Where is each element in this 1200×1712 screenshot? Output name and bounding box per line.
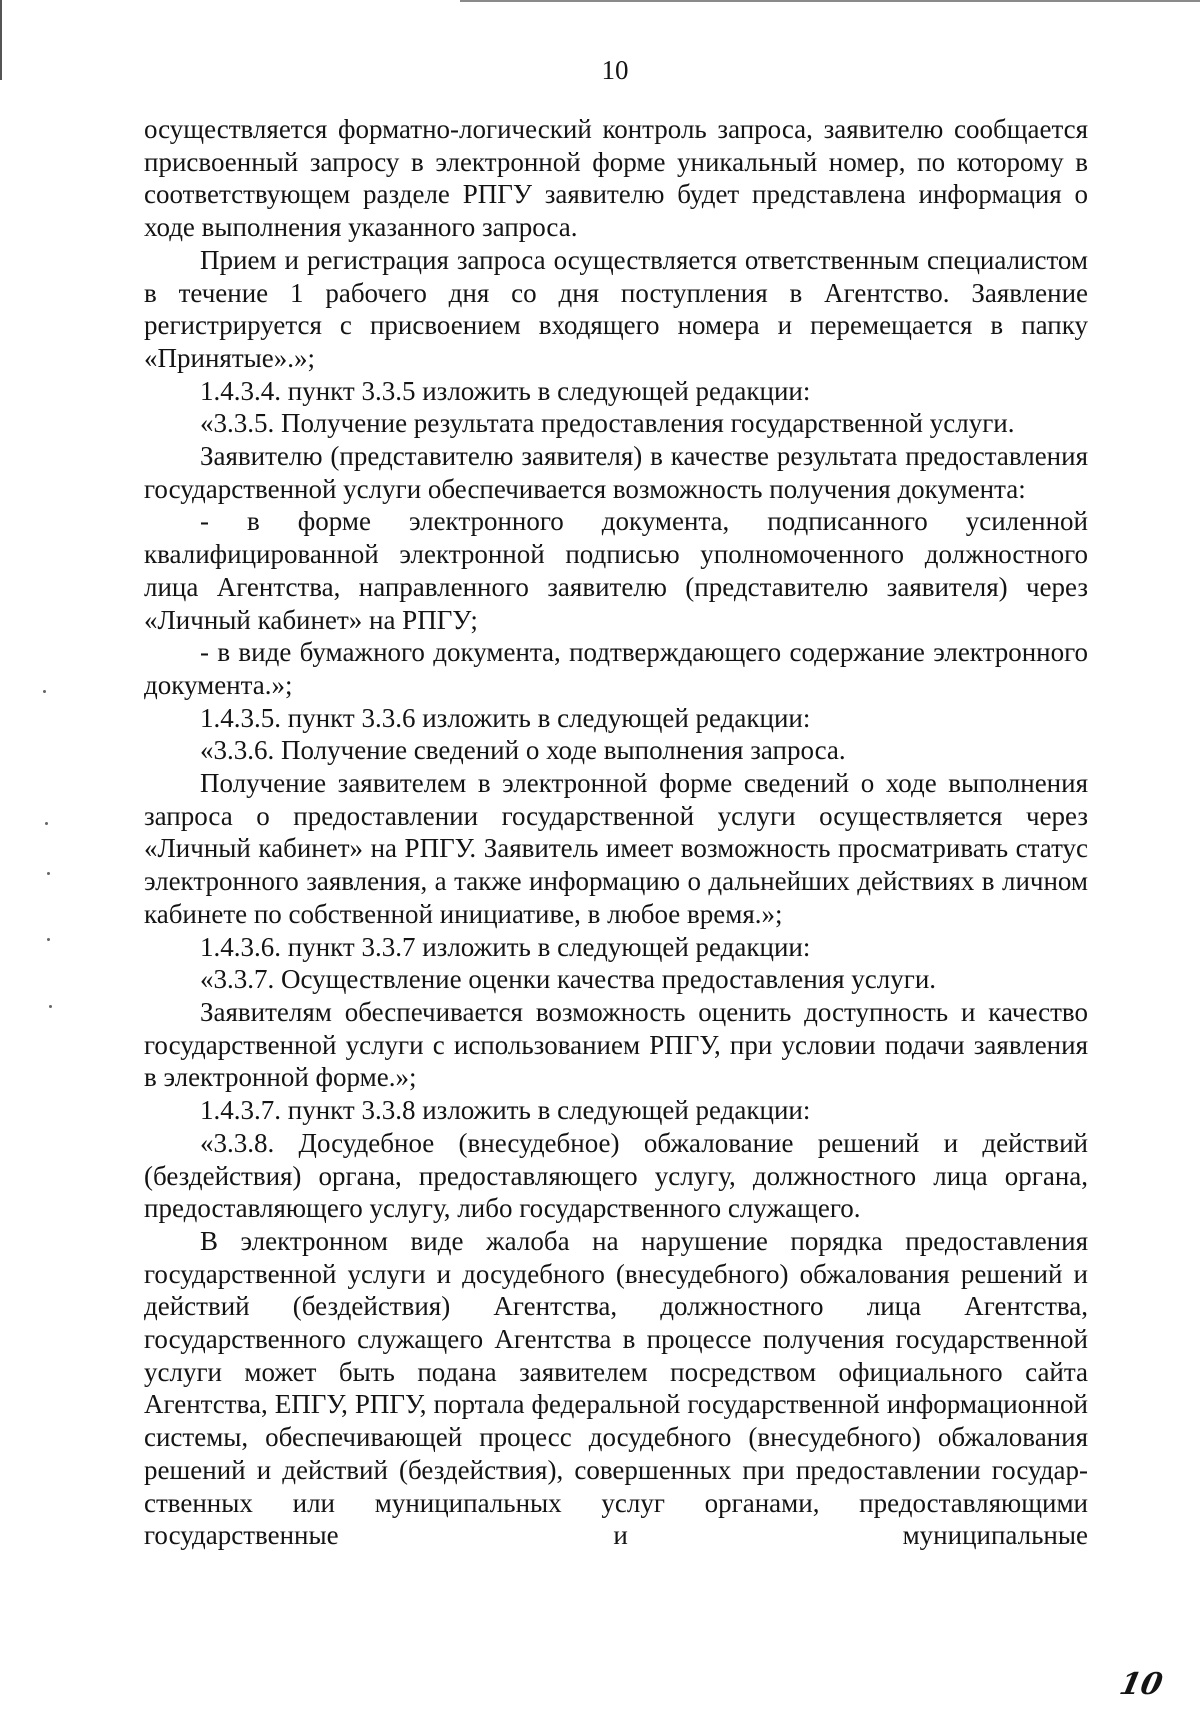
paragraph: - в виде бумажного документа, подтверждающего содержание электронного документа.»; (144, 637, 1088, 700)
paragraph: осуществляется форматно-логический контроль запроса, заявителю сообщается присвоенный запросу в электронной форме уникальный номер, по которому в соответствующем разделе РПГУ заявителю будет представлена информация о ходе выполнения указанного запроса. (144, 114, 1088, 243)
scan-speck (47, 938, 50, 941)
document-body (144, 113, 1088, 1552)
paragraph: Заявителю (представителю заявителя) в качестве результата предоставления государственной услуги обеспечивается возможность получения документа: (144, 441, 1088, 504)
paragraph: «3.3.8. Досудебное (внесудебное) обжалование решений и действий (бездействия) органа, предоставляющего услугу, должностного лица органа, предоставляющего услугу, либо государственного служащего. (144, 1127, 1088, 1224)
paragraph: 1.4.3.6. пункт 3.3.7 изложить в следующей редакции: (200, 931, 811, 962)
scan-top-line (460, 0, 1200, 2)
handwritten-page-number: 10 (1116, 1667, 1166, 1702)
paragraph: Заявителям обеспечивается возможность оценить доступность и качество государственной услуги с использованием РПГУ, при условии подачи заявления в электронной форме.»; (144, 996, 1088, 1093)
scan-speck (49, 1005, 52, 1008)
paragraph: «3.3.6. Получение сведений о ходе выполнения запроса. (200, 735, 846, 766)
scan-speck (45, 822, 48, 825)
scan-speck (43, 690, 46, 693)
page-number: 10 (601, 55, 629, 85)
paragraph: «3.3.7. Осуществление оценки качества предоставления услуги. (200, 964, 937, 995)
scan-speck (47, 872, 50, 875)
paragraph: 1.4.3.7. пункт 3.3.8 изложить в следующей редакции: (200, 1095, 811, 1126)
paragraph: - в форме электронного документа, подписанного усиленной квалифицированной электронной подписью уполномоченного должностного лица Агентства, направленного заявителю (представителю заявителя) через «Личный кабинет» на РПГУ; (144, 506, 1088, 635)
paragraph: «3.3.5. Получение результата предоставления государственной услуги. (200, 408, 1015, 439)
paragraph: 1.4.3.4. пункт 3.3.5 изложить в следующей редакции: (200, 375, 811, 406)
paragraph: В электронном виде жалоба на нарушение порядка предоставления государственной услуги и досудебного (внесудебного) обжалования решений и действий (бездействия) Агентства, должностного лица Агентства, государственного служащего Агентства в процессе получения государственной услуги может быть подана заявителем посредством официального сайта Агентства, ЕПГУ, РПГУ, портала федеральной государственной информационной системы, обеспечивающей процесс досудебного (внесудебного) обжалования решений и действий (бездействия), совершенных при предоставлении государ-ственных или муниципальных услуг органами, предоставляющими государственные и муниципальные (144, 1225, 1088, 1551)
paragraph: Получение заявителем в электронной форме сведений о ходе выполнения запроса о предоставлении государственной услуги осуществляется через «Личный кабинет» на РПГУ. Заявитель имеет возможность просматривать статус электронного заявления, а также информацию о дальнейших действиях в личном кабинете по собственной инициативе, в любое время.»; (144, 768, 1088, 929)
paragraph: Прием и регистрация запроса осуществляется ответственным специалистом в течение 1 рабочего дня со дня поступления в Агентство. Заявление регистрируется с присвоением входящего номера и перемещается в папку «Принятые».»; (144, 244, 1088, 373)
paragraph: 1.4.3.5. пункт 3.3.6 изложить в следующей редакции: (200, 702, 811, 733)
